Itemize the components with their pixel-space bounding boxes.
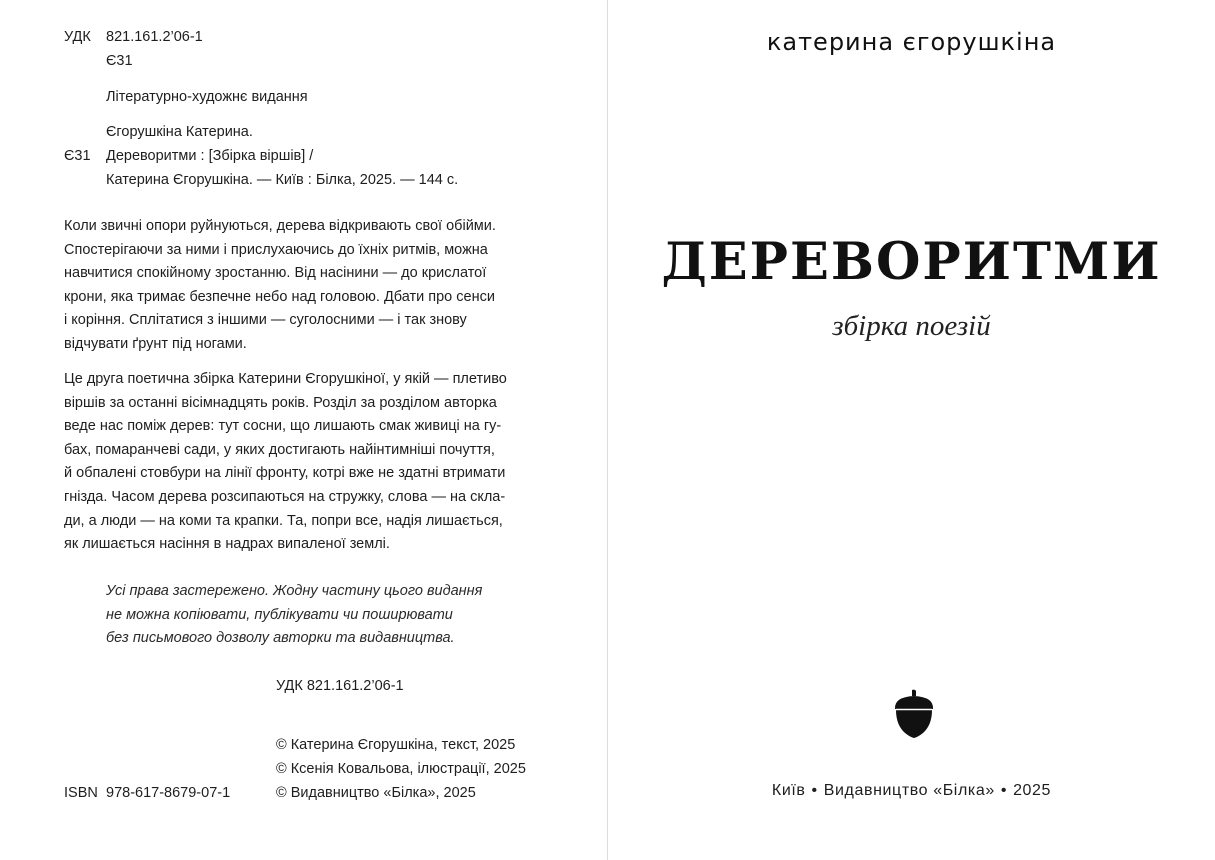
author-name: катерина єгорушкіна xyxy=(766,28,1057,56)
annotation-line: веде нас поміж дерев: тут сосни, що лишають смак живиці на гу- xyxy=(64,418,502,435)
udk-full: УДК 821.161.2’06-1 xyxy=(276,678,404,694)
author-mark: Є31 xyxy=(106,53,133,69)
copyright-block xyxy=(276,733,526,805)
copyright-page xyxy=(0,0,607,860)
imprint-separator: • xyxy=(1000,782,1008,799)
acorn-icon xyxy=(892,689,936,739)
copyright-line: © Ксенія Ковальова, ілюстрації, 2025 xyxy=(276,761,526,777)
annotation-line: ди, а люди — на коми та крапки. Та, попри все, надія лишається, xyxy=(64,512,503,529)
imprint-city: Київ xyxy=(771,782,806,799)
annotation-line: Коли звичні опори руйнуються, дерева відкривають свої обійми. xyxy=(64,218,496,234)
annotation-line: і коріння. Сплітатися з іншими — суголосними — і так знову xyxy=(64,312,467,329)
catalog-mark: Є31 xyxy=(64,148,91,164)
isbn-label: ISBN xyxy=(64,785,98,801)
rights-line: Усі права застережено. Жодну частину цього видання xyxy=(106,583,483,599)
annotation-line: й обпалені стовбури на лінії фронту, котрі вже не здатні втримати xyxy=(64,465,506,482)
imprint-separator: • xyxy=(811,782,818,799)
copyright-line: © Видавництво «Білка», 2025 xyxy=(276,785,476,801)
imprint-line xyxy=(608,782,1215,800)
catalog-title: Дереворитми : [Збірка віршів] / xyxy=(106,148,314,164)
edition-type: Літературно-художнє видання xyxy=(106,89,308,105)
annotation-paragraph-2 xyxy=(64,368,554,557)
annotation-line: бах, помаранчеві сади, у яких достигають найінтимніші почуття, xyxy=(64,441,495,458)
annotation-line: Спостерігаючи за ними і прислухаючись до їхніх ритмів, можна xyxy=(64,241,488,258)
annotation-line: крони, яка тримає безпечне небо над головою. Дбати про сенси xyxy=(64,288,495,305)
copyright-line: © Катерина Єгорушкіна, текст, 2025 xyxy=(276,737,516,753)
annotation-line: Це друга поетична збірка Катерини Єгорушкіної, у якій — плетиво xyxy=(64,371,507,387)
book-title: ДЕРЕВОРИТМИ xyxy=(661,232,1162,292)
title-page xyxy=(608,0,1215,860)
rights-line: без письмового дозволу авторки та видавництва. xyxy=(106,630,455,646)
rights-notice xyxy=(106,580,482,651)
imprint-year: 2025 xyxy=(1013,782,1052,799)
isbn-number: 978-617-8679-07-1 xyxy=(106,785,231,801)
imprint-publisher: Видавництво «Білка» xyxy=(823,782,995,799)
catalog-author: Єгорушкіна Катерина. xyxy=(106,124,253,140)
book-subtitle: збірка поезій xyxy=(832,310,991,342)
annotation-line: як лишається насіння в надрах випаленої землі. xyxy=(64,536,390,553)
annotation-paragraph-1 xyxy=(64,215,554,357)
annotation-line: віршів за останні вісімнадцять років. Розділ за розділом авторка xyxy=(64,394,497,411)
rights-line: не можна копіювати, публікувати чи поширювати xyxy=(106,606,453,623)
annotation-line: відчувати ґрунт під ногами. xyxy=(64,335,247,352)
udk-label: УДК xyxy=(64,29,91,45)
annotation-line: навчитися спокійному зростанню. Від насінини — до крислатої xyxy=(64,265,487,282)
annotation-line: гнізда. Часом дерева розсипаються на стружку, слова — на скла- xyxy=(64,488,506,505)
udk-code: 821.161.2’06-1 xyxy=(106,29,203,45)
catalog-publication: Катерина Єгорушкіна. — Київ : Білка, 2025. — 144 с. xyxy=(106,172,459,188)
